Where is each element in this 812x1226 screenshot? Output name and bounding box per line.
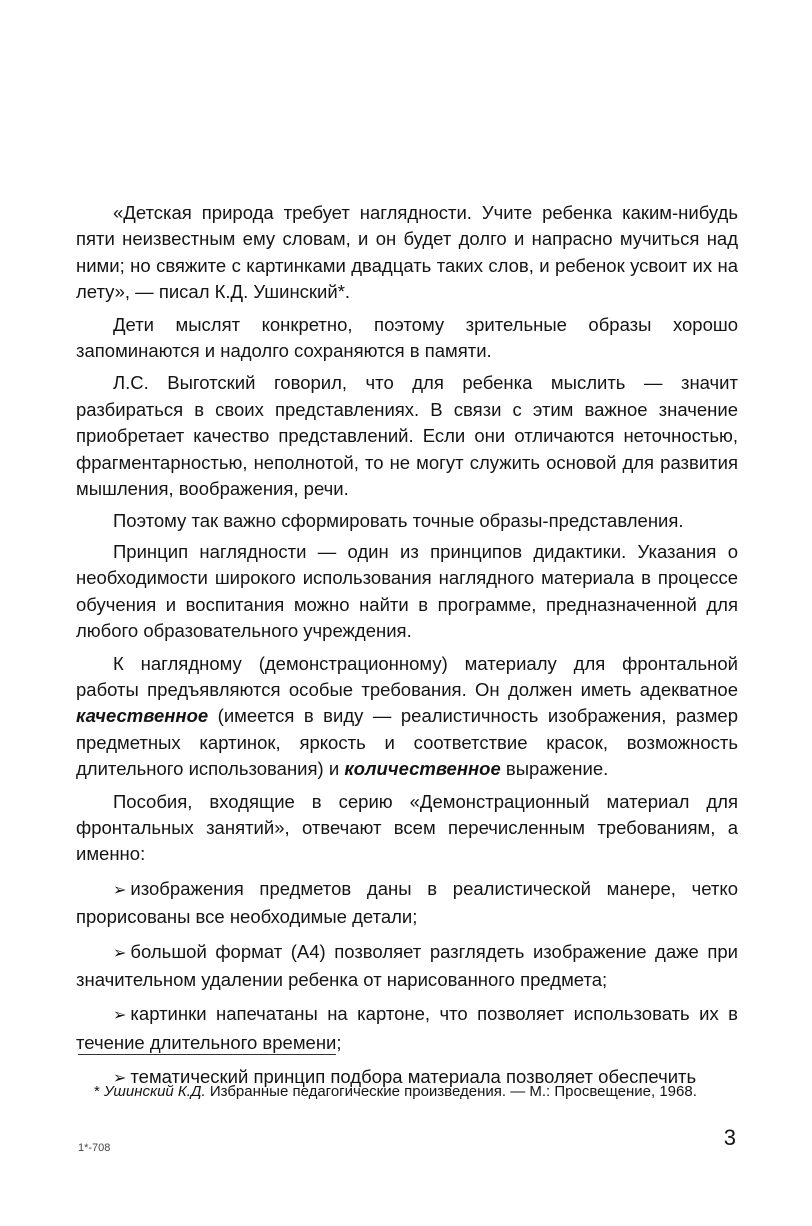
footnote-author: Ушинский К.Д. [104,1083,206,1100]
emphasis-quantitative: количественное [344,758,501,780]
bullet-text: большой формат (А4) позволяет разглядеть изображение даже при значительном удалении ребенка от нарисованного предмета; [76,940,738,990]
demo-text-part-3: выражение. [500,758,609,780]
demo-text-part-1: К наглядному (демонстрационному) материалу для фронтальной работы предъявляются особые требования. Он должен иметь адекватное [76,652,738,700]
paragraph-images-importance: Поэтому так важно сформировать точные образы-представления. [113,510,684,532]
paragraph-concrete-thinking: Дети мыслят конкретно, поэтому зрительные образы хорошо запоминаются и надолго сохраняются в памяти. [76,313,738,362]
paragraph-visual-principle: Принцип наглядности — один из принципов дидактики. Указания о необходимости широкого использования наглядного материала в процессе обучения и воспитания можно найти в программе, предназначенной для любого образовательного учреждения. [76,540,738,642]
paragraph-ushinsky-quote: «Детская природа требует наглядности. Учите ребенка каким-нибудь пяти неизвестным ему словам, и он будет долго и напрасно мучиться над ними; но свяжите с картинками двадцать таких слов, и ребенок усвоит их на лету», — писал К.Д. Ушинский*. [76,202,738,303]
arrow-bullet-icon: ➢ [113,1070,127,1088]
arrow-bullet-icon: ➢ [113,1007,127,1025]
emphasis-qualitative: качественное [76,705,209,727]
bullet-item [76,939,738,994]
footnote-text: Избранные педагогические произведения. — М.: Просвещение, 1968. [205,1083,697,1100]
paragraph-series: Пособия, входящие в серию «Демонстрационный материал для фронтальных занятий», отвечают всем перечисленным требованиям, а именно: [76,790,738,865]
printer-signature: 1*-708 [78,1142,111,1154]
bullet-text: изображения предметов даны в реалистической манере, четко прорисованы все необходимые детали; [76,877,738,928]
bullet-text: картинки напечатаны на картоне, что позволяет использовать их в течение длительного времени; [76,1003,738,1053]
arrow-bullet-icon: ➢ [113,881,127,899]
footnote [78,1081,738,1102]
bullet-text: тематический принцип подбора материала позволяет обеспечить [130,1066,697,1088]
arrow-bullet-icon: ➢ [113,944,127,962]
bullet-item [76,1001,738,1056]
footnote-divider [78,1054,336,1055]
body-text [76,200,738,1101]
demo-text-part-2: (имеется в виду — реалистичность изображения, размер предметных картинок, яркость и соответствие красок, возможность длительного использования) и [76,705,738,780]
bullet-item [76,876,738,931]
footnote-marker: * [94,1083,100,1100]
page-number: 3 [723,1125,736,1150]
paragraph-vygotsky: Л.С. Выготский говорил, что для ребенка мыслить — значит разбираться в своих представлениях. В связи с этим важное значение приобретает качество представлений. Если они отличаются неточностью, фрагментарностью, неполнотой, то не могут служить основой для развития мышления, воображения, речи. [76,372,738,500]
paragraph-demo-requirements [76,651,738,783]
